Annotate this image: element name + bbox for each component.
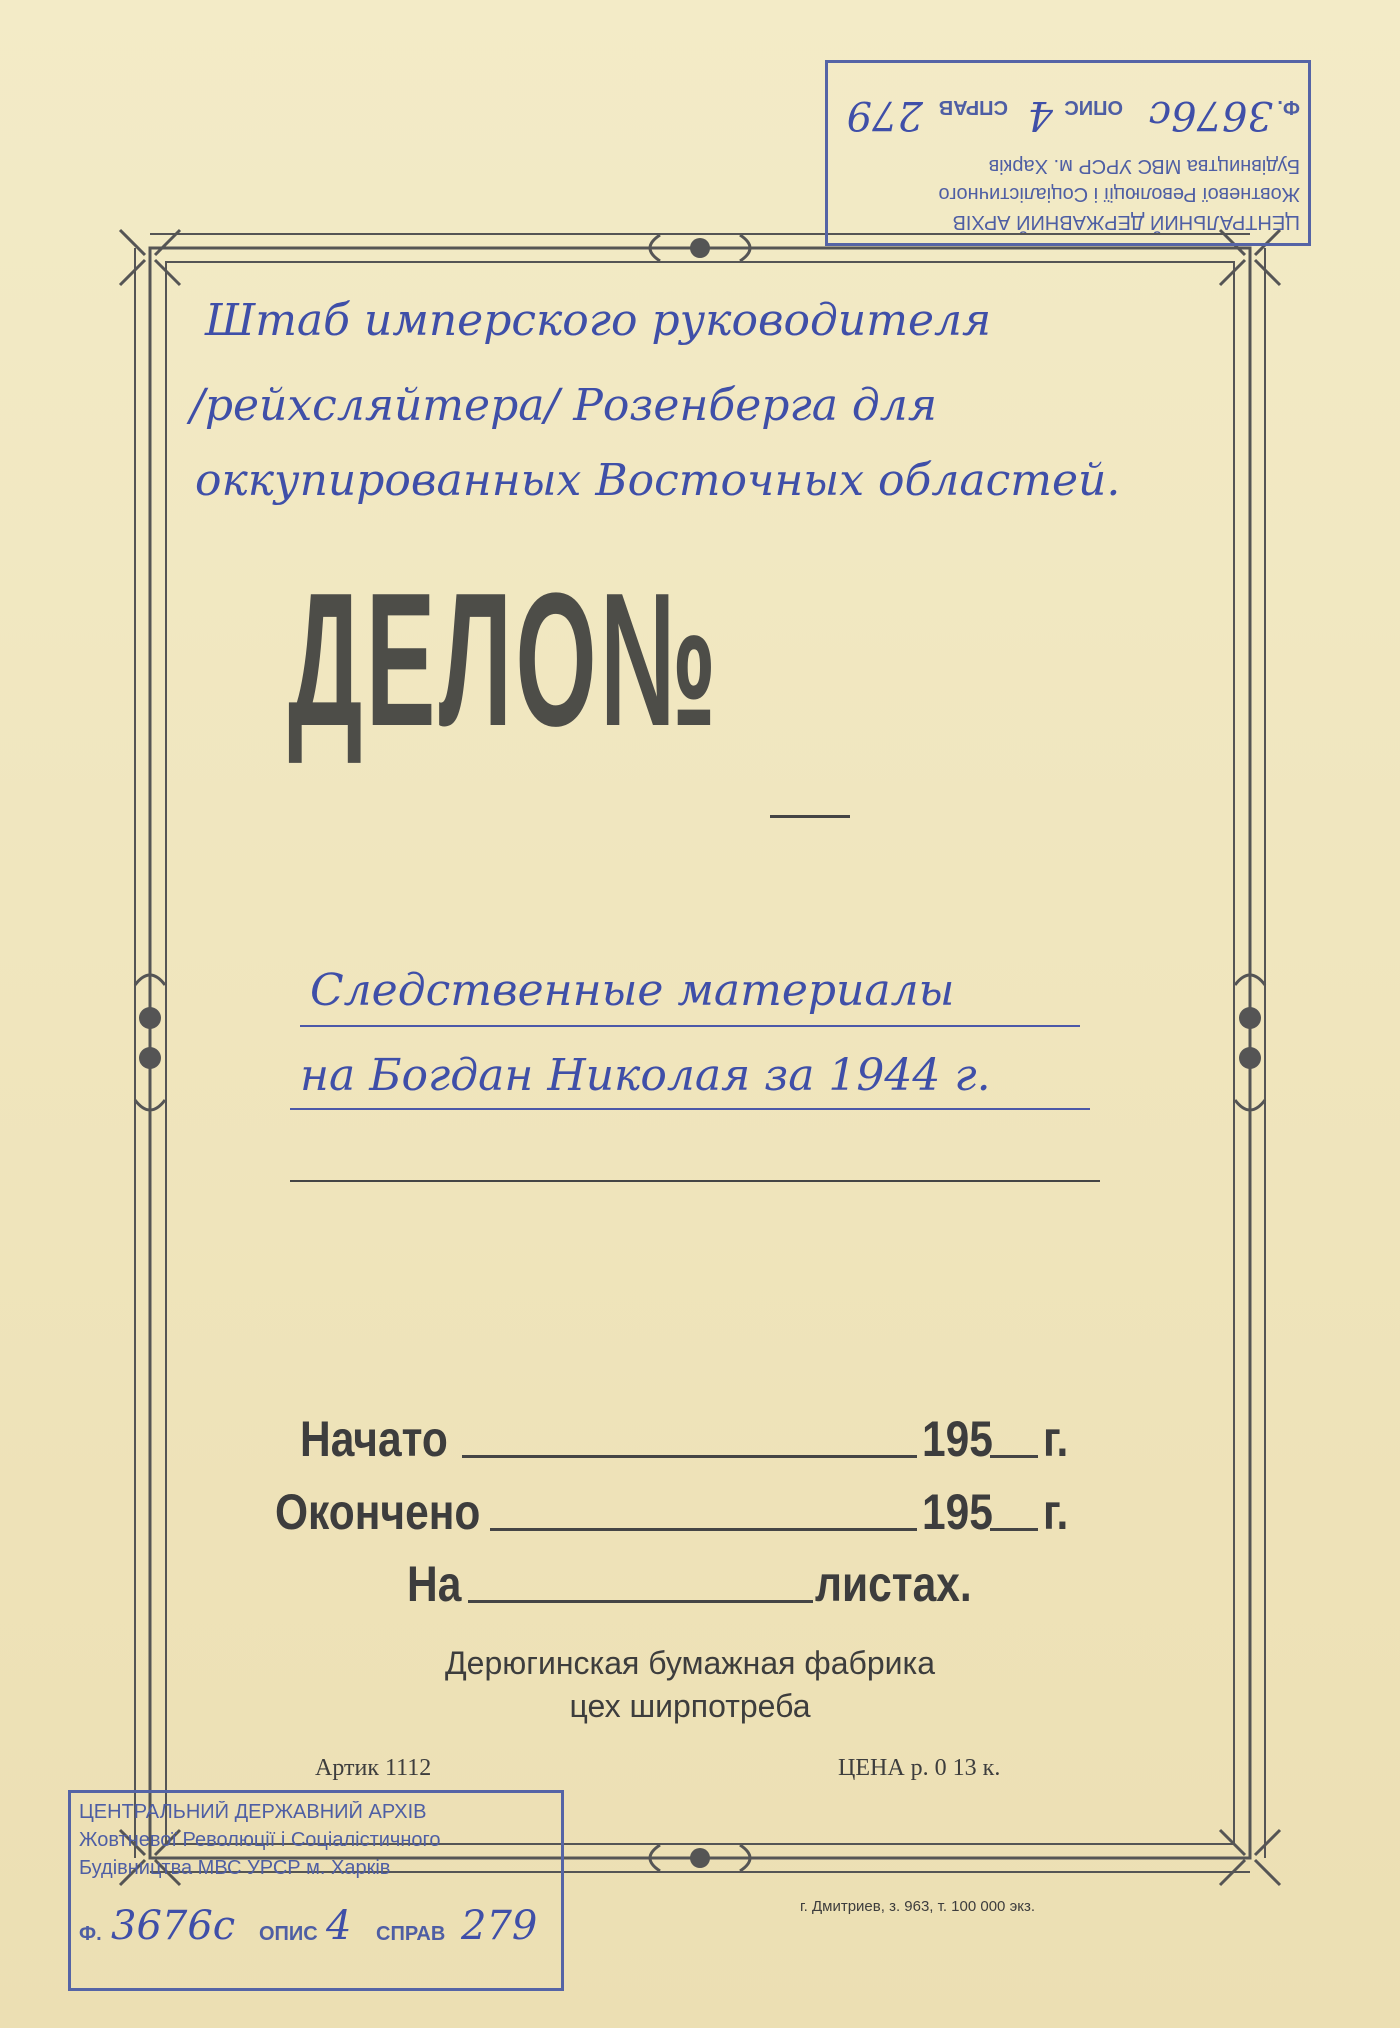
- stamp-top-line1: ЦЕНТРАЛЬНИЙ ДЕРЖАВНИЙ АРХІВ: [952, 211, 1300, 233]
- stamp-top-opys-label: ОПИС: [1064, 96, 1123, 118]
- handwritten-title-line1: Штаб имперского руководителя: [205, 295, 992, 346]
- price: ЦЕНА р. 0 13 к.: [838, 1755, 1001, 1781]
- sheets-on-label: На: [407, 1556, 462, 1612]
- factory-line1: Дерюгинская бумажная фабрика: [445, 1645, 935, 1681]
- subject-underline1: [300, 1025, 1080, 1027]
- started-year: 195: [922, 1411, 993, 1467]
- article-number: Артик 1112: [315, 1755, 432, 1781]
- subject-line1: Следственные материалы: [310, 965, 955, 1016]
- stamp-top-line2: Жовтневої Революції і Соціалістичного: [938, 183, 1300, 205]
- number-sign: №: [599, 554, 720, 766]
- factory-line2: цех ширпотреба: [569, 1688, 811, 1724]
- started-year-line: [990, 1455, 1038, 1458]
- subject-line2: на Богдан Николая за 1944 г.: [300, 1050, 991, 1101]
- stamp-bottom-fond: 3676с: [111, 1903, 236, 1949]
- started-label: Начато: [300, 1411, 448, 1467]
- stamp-top-sprava: 279: [846, 92, 923, 138]
- archive-stamp-top: [825, 60, 1311, 246]
- ended-label: Окончено: [275, 1484, 481, 1540]
- stamp-top-opys: 4: [1027, 92, 1053, 138]
- stamp-bottom-opys: 4: [326, 1903, 352, 1949]
- ended-year-suffix: г.: [1043, 1484, 1069, 1540]
- sheets-line: [468, 1600, 813, 1603]
- imprint: г. Дмитриев, з. 963, т. 100 000 экз.: [800, 1898, 1035, 1915]
- ended-line: [490, 1528, 917, 1531]
- stamp-top-fond-label: Ф.: [1277, 96, 1300, 118]
- stamp-bottom-opys-label: ОПИС: [259, 1923, 318, 1945]
- started-year-suffix: г.: [1043, 1411, 1069, 1467]
- stamp-bottom-line2: Жовтневої Революції і Соціалістичного: [79, 1829, 441, 1851]
- stamp-bottom-fond-label: Ф.: [79, 1923, 102, 1945]
- stamp-top-sprava-label: СПРАВ: [938, 96, 1008, 118]
- delo-number-line: [770, 815, 850, 818]
- stamp-bottom-line1: ЦЕНТРАЛЬНИЙ ДЕРЖАВНИЙ АРХІВ: [79, 1801, 427, 1823]
- handwritten-title-line2: /рейхсляйтера/ Розенберга для: [190, 380, 937, 431]
- ended-year-line: [990, 1528, 1038, 1531]
- stamp-top-line3: Будівництва МВС УРСР м. Харків: [988, 155, 1300, 177]
- subject-underline2: [290, 1108, 1090, 1110]
- stamp-bottom-line3: Будівництва МВС УРСР м. Харків: [79, 1857, 391, 1879]
- handwritten-title-line3: оккупированных Восточных областей.: [195, 455, 1121, 506]
- started-line: [462, 1455, 917, 1458]
- ended-year: 195: [922, 1484, 993, 1540]
- archive-stamp-bottom: [68, 1790, 564, 1991]
- sheets-label: листах.: [815, 1556, 972, 1612]
- blank-line: [290, 1180, 1100, 1182]
- delo-text: ДЕЛО: [288, 554, 600, 766]
- delo-heading: [288, 554, 720, 766]
- stamp-bottom-sprava: 279: [461, 1903, 538, 1949]
- stamp-top-fond: 3676с: [1148, 92, 1273, 138]
- stamp-bottom-sprava-label: СПРАВ: [376, 1923, 446, 1945]
